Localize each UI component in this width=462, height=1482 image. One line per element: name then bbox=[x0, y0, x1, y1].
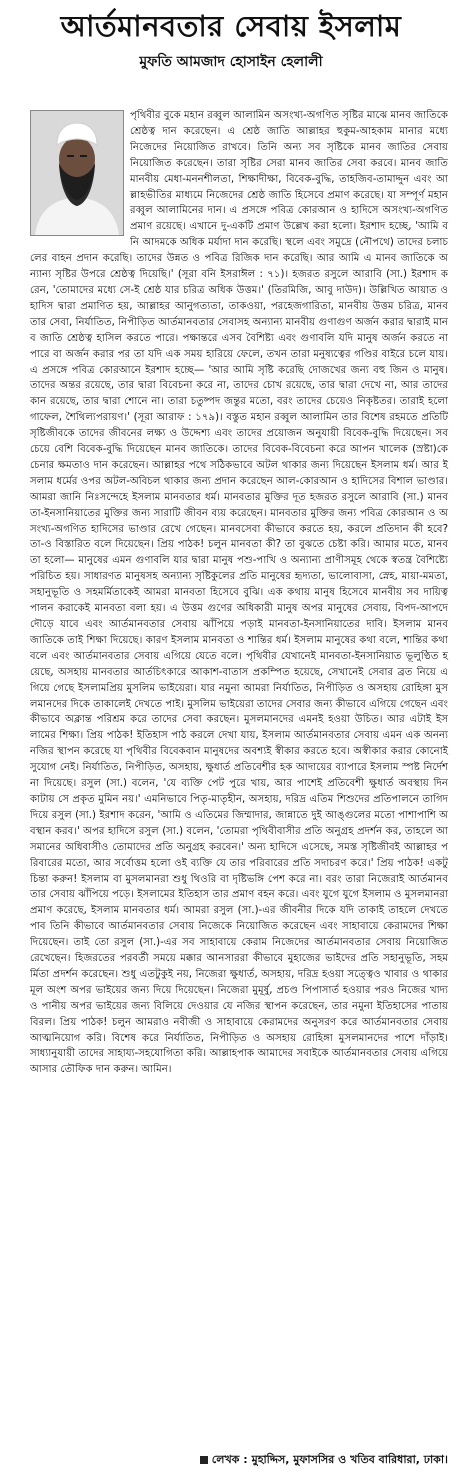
article-body-text: পৃথিবীর বুকে মহান রব্বুল আলামিন অসংখ্য-অগণিত সৃষ্টির মাঝে মানব জাতিকে শ্রেষ্ঠত্ব দান করেছেন। এ শ্রেষ্ঠ জাতি আল্লাহর হুকুম-আহকাম মানার মধ্যে নিজেদের নিয়োজিত রাখবে। তিনি অন্য সব সৃষ্টিকে মানব জাতির সেবায় নিয়োজিত করেছেন। তারা সৃষ্টির সেরা মানব জাতির সেবা করবে। মানব জাতি মানবীয় মেধা-মননশীলতা, শিক্ষাদীক্ষা, বিবেক-বুদ্ধি, তাহজিব-তামাদ্দুন এবং আল্লাহভীতির মাধ্যমে নিজেদের শ্রেষ্ঠ জাতি হিসেবে প্রমাণ করেছে। যা সম্পূর্ণ মহান রব্বুল আলামিনের দান। এ প্রসঙ্গে পবিত্র কোরআন ও হাদিসে অসংখ্য-অগণিত প্রমাণ রয়েছে। এখানে দু-একটি প্রমাণ উল্লেখ করা হলো। ইরশাদ হচ্ছে, 'আমি বনি আদমকে অধিক মর্যাদা দান করেছি। স্থলে এবং সমুদ্রে (নৌপথে) তাদের চলাচলের বাহন প্রদান করেছি। তাদের উন্নত ও পবিত্র রিজিক দান করেছি। আর আমি এ মানব জাতিকে অন্যান্য সৃষ্টির উপরে শ্রেষ্ঠত্ব দিয়েছি।' (সূরা বনি ইসরাঈল : ৭১)। হজরত রসুলে আরাবি (সা.) ইরশাদ করেন, 'তোমাদের মধ্যে সে-ই শ্রেষ্ঠ যার চরিত্র অধিক উত্তম।' (তিরমিজি, আবু দাউদ)। উল্লিখিত আয়াত ও হাদিস দ্বারা প্রমাণিত হয়, আল্লাহর আনুগত্যতা, তাকওয়া, পরহেজগারিতা, মানবীয় উত্তম চরিত্র, মানবতার সেবা, নির্যাতিত, নিপীড়িত আর্তমানবতার সেবাসহ অন্যান্য মানবীয় গুণাগুণ অর্জন করার দ্বারাই মানব জাতি শ্রেষ্ঠত্ব হাসিল করতে পারে। পক্ষান্তরে এসব বৈশিষ্ট্য এবং গুণাবলি যদি মানুষ অর্জন করতে না পারে বা অর্জন করার পর তা যদি এক সময় হারিয়ে ফেলে, তখন তারা মনুষ্যত্বের গণ্ডির বাইরে চলে যায়। এ প্রসঙ্গে পবিত্র কোরআনে ইরশাদ হচ্ছে— 'আর আমি সৃষ্টি করেছি দোজখের জন্য বহু জিন ও মানুষ। তাদের অন্তর রয়েছে, তার দ্বারা বিবেচনা করে না, তাদের চোখ রয়েছে, তার দ্বারা দেখে না, আর তাদের কান রয়েছে, তার দ্বারা শোনে না। তারা চতুষ্পদ জন্তুর মতো, বরং তাদের চেয়েও নিকৃষ্টতর। তারাই হলো গাফেল, শৈথিল্যপরায়ণ।' (সূরা আরাফ : ১৭৯)। বস্তুত মহান রব্বুল আলামিন তার বিশেষ রহমতে প্রতিটি সৃষ্টিজীবকে তাদের জীবনের লক্ষ্য ও উদ্দেশ্য এবং তাদের প্রয়োজন অনুযায়ী বিবেক-বুদ্ধি দিয়েছেন। সবচেয়ে বেশি বিবেক-বুদ্ধি দিয়েছেন মানব জাতিকে। তাদের বিবেক-বিবেচনা করে আপন খালেক (স্রষ্টা)কে চেনার ক্ষমতাও দান করেছেন। আল্লাহর পথে সঠিকভাবে অটল থাকার জন্য দিয়েছেন ইসলাম ধর্ম। আর ইসলাম ধর্মের ওপর অটল-অবিচল থাকার জন্য প্রদান করেছেন আল-কোরআন ও হাদিসের বিশাল ভাণ্ডার। আমরা জানি নিঃসন্দেহে ইসলাম মানবতার ধর্ম। মানবতার মুক্তির দূত হজরত রসুলে আরাবি (সা.) মানবতা-ইনসানিয়াতের মুক্তির জন্য সারাটি জীবন ব্যয় করেছেন। মানবতার মুক্তির জন্য পবিত্র কোরআন ও অসংখ্য-অগণিত হাদিসের ভাণ্ডার রেখে গেছেন। মানবসেবা কীভাবে করতে হয়, করলে প্রতিদান কী হবে? তা-ও বিস্তারিত বলে দিয়েছেন। প্রিয় পাঠক! চলুন মানবতা কী? তা বুঝতে চেষ্টা করি। আমার মতে, মানবতা হলো— মানুষের এমন গুণাবলি যার দ্বারা মানুষ পশু-পাখি ও অন্যান্য প্রাণীসমূহ থেকে স্বতন্ত্র বৈশিষ্ট্যে পরিচিত হয়। সাধারণত মানুষসহ অন্যান্য সৃষ্টিকুলের প্রতি মানুষের হৃদ্যতা, ভালোবাসা, স্নেহ, মায়া-মমতা, সহানুভূতি ও সহমর্মিতাকেই আমরা মানবতা হিসেবে বুঝি। এক কথায় মানুষ হিসেবে মানবীয় সব দায়িত্ব পালন করাকেই মানবতা বলা হয়। এ উত্তম গুণের অধিকারী মানুষ অপর মানুষের সেবায়, বিপদ-আপদে দৌড়ে যাবে এবং আর্তমানবতার সেবায় ঝাঁপিয়ে পড়াই মানবতা-ইনসানিয়াতের দাবি। ইসলাম মানব জাতিকে তাই শিক্ষা দিয়েছে। কারণ ইসলাম মানবতা ও শান্তির ধর্ম। ইসলাম মানুষের কথা বলে, শান্তির কথা বলে এবং আর্তমানবতার সেবায় এগিয়ে যেতে বলে। পৃথিবীর যেখানেই মানবতা-ইনসানিয়াত ভূলুণ্ঠিত হয়েছে, অসহায় মানবতার আর্তচিৎকারে আকাশ-বাতাস প্রকম্পিত হয়েছে, সেখানেই সেবার ব্রত নিয়ে এগিয়ে গেছে ইসলামপ্রিয় মুসলিম ভাইয়েরা। যার নমুনা আমরা নির্যাতিত, নিপীড়িত ও অসহায় রোহিঙ্গা মুসলমানদের দিকে তাকালেই দেখতে পাই। মুসলিম ভাইয়েরা তাদের সেবার জন্য কীভাবে এগিয়ে গেছেন এবং কীভাবে অক্লান্ত পরিশ্রম করে তাদের সেবা করছেন। মুসলমানদের এমনই হওয়া উচিত। আর এটাই ইসলামের শিক্ষা। প্রিয় পাঠক! ইতিহাস পাঠ করলে দেখা যায়, ইসলাম আর্তমানবতার সেবায় এমন এক অনন্য নজির স্থাপন করেছে যা পৃথিবীর বিবেকবান মানুষদের অবশ্যই স্বীকার করতে হবে। অস্বীকার করার কোনোই সুযোগ নেই। নির্যাতিত, নিপীড়িত, অসহায়, ক্ষুধার্ত প্রতিবেশীর হক আদায়ের ব্যাপারে ইসলাম স্পষ্ট নির্দেশনা দিয়েছে। রসুল (সা.) বলেন, 'যে ব্যক্তি পেট পুরে খায়, আর পাশেই প্রতিবেশী ক্ষুধার্ত অবস্থায় দিন কাটায় সে প্রকৃত মুমিন নয়।' এমনিভাবে পিতৃ-মাতৃহীন, অসহায়, দরিদ্র এতিম শিশুদের প্রতিপালনে তাগিদ দিয়ে রসুল (সা.) ইরশাদ করেন, 'আমি ও এতিমের জিম্মাদার, জান্নাতে দুই আঙ্গুলের মতো পাশাপাশি অবস্থান করব।' অপর হাদিসে রসুল (সা.) বলেন, 'তোমরা পৃথিবীবাসীর প্রতি অনুগ্রহ প্রদর্শন কর, তাহলে আসমানের অধিবাসীও তোমাদের প্রতি অনুগ্রহ করবেন।' অন্য হাদিসে এসেছে, সমস্ত সৃষ্টিজীবই আল্লাহর পরিবারের মতো, আর সর্বোত্তম হলো ওই ব্যক্তি যে তার পরিবারের প্রতি সদাচরণ করে।' প্রিয় পাঠক! একটু চিন্তা করুন! ইসলাম বা মুসলমানরা শুধু থিওরি বা দৃষ্টিভঙ্গি পেশ করে না। বরং তারা নিজেরাই আর্তমানবতার সেবায় ঝাঁপিয়ে পড়ে। ইসলামের ইতিহাস তার প্রমাণ বহন করে। এবং যুগে যুগে ইসলাম ও মুসলমানরা প্রমাণ করেছে, ইসলাম মানবতার ধর্ম। আমরা রসুল (সা.)-এর জীবনীর দিকে যদি তাকাই তাহলে দেখতে পাব তিনি কীভাবে আর্তমানবতার সেবায় নিজেকে নিয়োজিত করেছেন এবং সাহাবায়ে কেরামদের শিক্ষা দিয়েছেন। তাই তো রসুল (সা.)-এর সব সাহাবায়ে কেরাম নিজেদের আর্তমানবতার সেবায় নিয়োজিত রেখেছেন। হিজরতের পরবর্তী সময়ে মক্কার আনসাররা কীভাবে মুহাজের ভাইদের প্রতি সহানুভূতি, সহমর্মিতা প্রদর্শন করেছেন। শুধু এতটুকুই নয়, নিজেরা ক্ষুধার্ত, অসহায়, দরিদ্র হওয়া সত্ত্বেও খাবার ও থাকার মূল অংশ অপর ভাইয়ের জন্য দিয়ে দিয়েছেন। নিজেরা মুমূর্ষু, প্রচণ্ড পিপাসার্ত হওয়ার পরও নিজের খাদ্য ও পানীয় অপর ভাইয়ের জন্য বিলিয়ে দেওয়ার যে নজির স্থাপন করেছেন, তার নমুনা ইতিহাসের পাতায় বিরল। প্রিয় পাঠক! চলুন আমরাও নবীজী ও সাহাবায়ে কেরামদের অনুসরণ করে আর্তমানবতার সেবায় আত্মনিয়োগ করি। বিশেষ করে নির্যাতিত, নিপীড়িত ও অসহায় রোহিঙ্গা মুসলমানদের পাশে দাঁড়াই। সাধ্যানুযায়ী তাদের সাহায্য-সহযোগিতা করি। আল্লাহপাক আমাদের সবাইকে আর্তমানবতার সেবায় এগিয়ে আসার তৌফিক দান করুন। আমিন। bbox=[30, 110, 448, 1076]
author-credit bbox=[30, 1452, 448, 1468]
article-headline: আর্তমানবতার সেবায় ইসলাম bbox=[60, 9, 402, 43]
photo-wrap-spacer bbox=[30, 108, 130, 240]
author-byline: মুফতি আমজাদ হোসাইন হেলালী bbox=[139, 54, 323, 70]
author-credit-text: মুহাদ্দিস, মুফাসসির ও খতিব বারিধারা, ঢাকা। bbox=[251, 1453, 448, 1466]
article-body bbox=[30, 108, 448, 1078]
square-bullet-icon bbox=[200, 1456, 208, 1464]
author-credit-label: লেখক : bbox=[211, 1453, 248, 1466]
